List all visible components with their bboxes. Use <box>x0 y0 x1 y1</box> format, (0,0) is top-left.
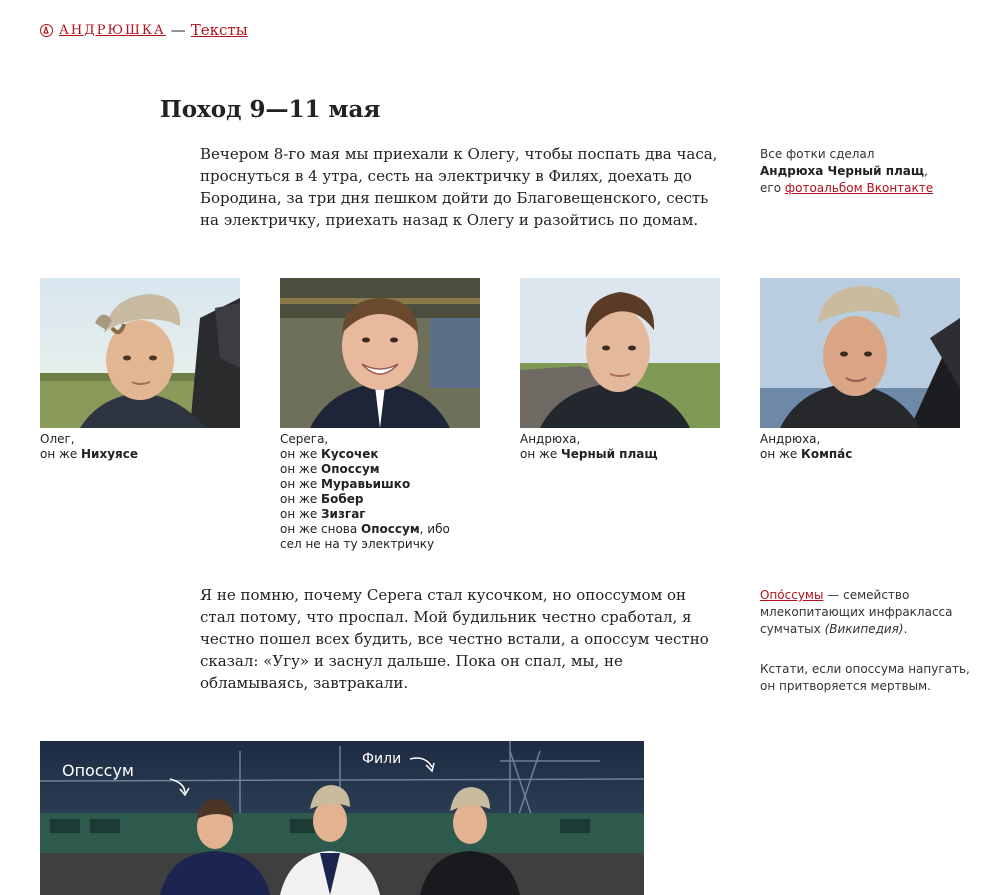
nickname: Бобер <box>321 492 364 506</box>
photo-serega <box>280 278 480 428</box>
caption-serega <box>280 432 480 552</box>
caption-alias: он же Черный плащ <box>520 447 658 461</box>
caption-andryukha-compass <box>760 432 960 462</box>
caption-alias: он же Муравьишко <box>280 477 411 491</box>
caption-tail: сел не на ту электричку <box>280 537 435 551</box>
nickname: Муравьишко <box>321 477 411 491</box>
caption-alias: он же Бобер <box>280 492 364 506</box>
sidenote-photos-author: Андрюха Черный плащ <box>760 164 925 178</box>
logo-icon <box>40 24 53 37</box>
page-title: Поход 9—11 мая <box>160 96 381 123</box>
caption-alias: он же Опоссум <box>280 462 380 476</box>
nickname: Опоссум <box>321 462 380 476</box>
caption-name: Андрюха, <box>760 432 821 446</box>
label-opossum: Опоссум <box>62 761 134 780</box>
story-paragraph: Я не помню, почему Серега стал кусочком, но опоссумом он стал потому, что проспал. Мой будильник честно сработал, я честно пошел всех будить, все честно встали, а опоссум честно сказал: «Угу» и заснул дальше. Пока он спал, мы, не обламываясь, завтракали. <box>200 586 709 692</box>
caption-andryukha-cape <box>520 432 720 462</box>
caption-name: Серега, <box>280 432 329 446</box>
sidenote-fact: Кстати, если опоссума напугать, он притворяется мертвым. <box>760 662 970 693</box>
sidenote-photos: Все фотки сделал Андрюха Черный плащ, его фотоальбом Вконтакте <box>760 147 934 195</box>
nav-separator: — <box>170 21 186 39</box>
section-link-texts[interactable]: Тексты <box>190 21 248 39</box>
caption-alias: он же снова Опоссум, ибо <box>280 522 450 536</box>
caption-alias: он же Кусочек <box>280 447 379 461</box>
intro-paragraph: Вечером 8-го мая мы приехали к Олегу, чтобы поспать два часа, проснуться в 4 утра, сесть на электричку в Филях, доехать до Бородина, за три дня пешком дойти до Благовещенского, сесть на электричку, приехать назад к Олегу и разойтись по домам. <box>200 145 718 229</box>
caption-alias: он же Компа́с <box>760 447 853 461</box>
photo-oleg <box>40 278 240 428</box>
photo-andryukha-cape <box>520 278 720 428</box>
caption-alias: он же Зизгаг <box>280 507 366 521</box>
label-fili: Фили <box>362 751 402 767</box>
caption-name: Олег, <box>40 432 75 446</box>
sidenote-photos-text: Все фотки сделал <box>760 147 875 161</box>
nickname: Нихуясе <box>81 447 138 461</box>
nickname: Зизгаг <box>321 507 366 521</box>
nickname: Компа́с <box>801 447 853 461</box>
caption-oleg <box>40 432 240 462</box>
sidenote-opossum-text: — семейство млекопитающих инфракласса сумчатых <box>760 588 953 636</box>
brand-link[interactable]: АНДРЮШКА <box>59 22 166 38</box>
group-photo <box>40 741 644 895</box>
nickname: Черный плащ <box>561 447 658 461</box>
caption-alias: он же Нихуясе <box>40 447 138 461</box>
top-nav <box>40 21 248 39</box>
vk-album-link[interactable]: фотоальбом Вконтакте <box>784 181 934 195</box>
caption-name: Андрюха, <box>520 432 581 446</box>
sidenote-opossum: Опо́ссумы — семейство млекопитающих инфракласса сумчатых (Википедия). <box>760 588 953 636</box>
photo-andryukha-compass <box>760 278 960 428</box>
nickname: Кусочек <box>321 447 379 461</box>
sidenote-photos-text2: его <box>760 181 782 195</box>
opossum-wiki-link[interactable]: Опо́ссумы <box>760 588 824 602</box>
nickname: Опоссум <box>361 522 420 536</box>
sidenote-source: (Википедия) <box>824 622 904 636</box>
